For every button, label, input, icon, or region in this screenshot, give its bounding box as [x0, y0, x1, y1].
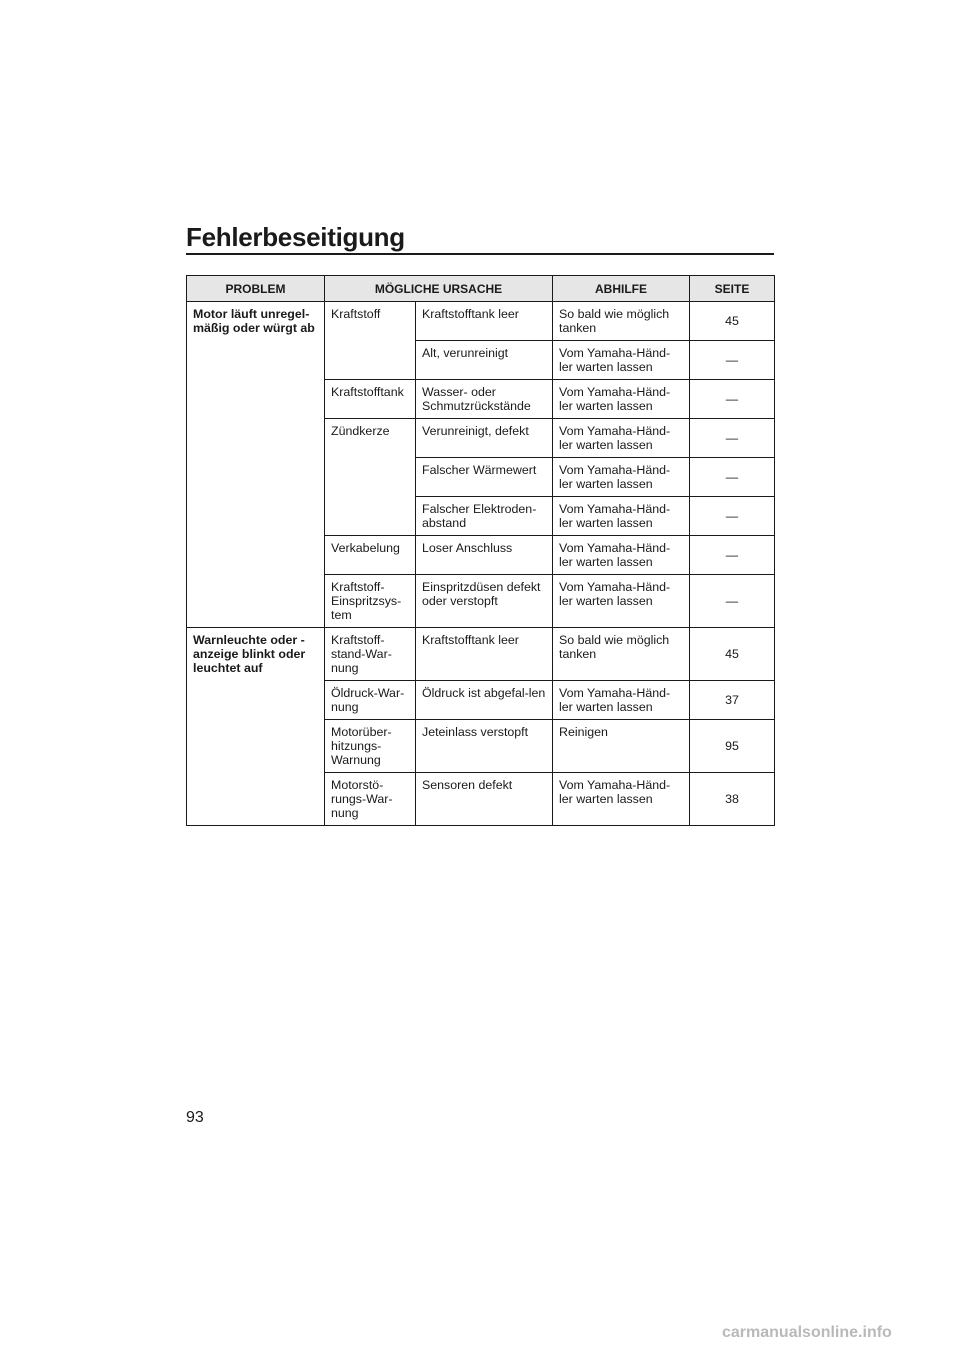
page-number: 93 — [186, 1109, 204, 1126]
page-ref-cell: — — [690, 341, 775, 380]
header-remedy: ABHILFE — [553, 276, 690, 302]
table-row — [187, 302, 775, 341]
header-problem: PROBLEM — [187, 276, 325, 302]
cause-detail-cell: Sensoren defekt — [416, 773, 553, 826]
remedy-cell: Reinigen — [553, 720, 690, 773]
problem-cell: Warnleuchte oder -anzeige blinkt oder leuchtet auf — [187, 628, 325, 826]
cause-category-cell: Motorstö-rungs-War-nung — [325, 773, 416, 826]
page-ref-cell: 95 — [690, 720, 775, 773]
cause-detail-cell: Kraftstofftank leer — [416, 628, 553, 681]
cause-detail-cell: Verunreinigt, defekt — [416, 419, 553, 458]
cause-category-cell: Öldruck-War-nung — [325, 681, 416, 720]
cause-detail-cell: Wasser- oder Schmutzrückstände — [416, 380, 553, 419]
title-rule — [186, 253, 774, 255]
cause-category-cell: Kraftstoff-Einspritzsys-tem — [325, 575, 416, 628]
page-ref-cell: — — [690, 497, 775, 536]
cause-category-cell: Motorüber-hitzungs-Warnung — [325, 720, 416, 773]
page-ref-cell: 45 — [690, 302, 775, 341]
remedy-cell: Vom Yamaha-Händ-ler warten lassen — [553, 497, 690, 536]
remedy-cell: Vom Yamaha-Händ-ler warten lassen — [553, 773, 690, 826]
cause-category-cell: Kraftstoff-stand-War-nung — [325, 628, 416, 681]
cause-detail-cell: Einspritzdüsen defekt oder verstopft — [416, 575, 553, 628]
cause-category-cell: Zündkerze — [325, 419, 416, 536]
cause-category-cell: Verkabelung — [325, 536, 416, 575]
page-ref-cell: 37 — [690, 681, 775, 720]
troubleshooting-table — [186, 275, 775, 826]
cause-detail-cell: Loser Anschluss — [416, 536, 553, 575]
watermark: carmanualsonline.info — [722, 1324, 892, 1341]
header-cause: MÖGLICHE URSACHE — [325, 276, 553, 302]
cause-detail-cell: Jeteinlass verstopft — [416, 720, 553, 773]
page-ref-cell: 45 — [690, 628, 775, 681]
page-ref-cell: — — [690, 458, 775, 497]
cause-category-cell: Kraftstoff — [325, 302, 416, 380]
cause-category-cell: Kraftstofftank — [325, 380, 416, 419]
table-row — [187, 628, 775, 681]
remedy-cell: Vom Yamaha-Händ-ler warten lassen — [553, 681, 690, 720]
table-header-row — [187, 276, 775, 302]
cause-detail-cell: Alt, verunreinigt — [416, 341, 553, 380]
remedy-cell: Vom Yamaha-Händ-ler warten lassen — [553, 341, 690, 380]
page-ref-cell: 38 — [690, 773, 775, 826]
cause-detail-cell: Kraftstofftank leer — [416, 302, 553, 341]
remedy-cell: Vom Yamaha-Händ-ler warten lassen — [553, 419, 690, 458]
cause-detail-cell: Falscher Wärmewert — [416, 458, 553, 497]
page-ref-cell: — — [690, 419, 775, 458]
header-page: SEITE — [690, 276, 775, 302]
remedy-cell: Vom Yamaha-Händ-ler warten lassen — [553, 536, 690, 575]
cause-detail-cell: Falscher Elektroden-abstand — [416, 497, 553, 536]
page-ref-cell: — — [690, 536, 775, 575]
remedy-cell: So bald wie möglich tanken — [553, 302, 690, 341]
cause-detail-cell: Öldruck ist abgefal-len — [416, 681, 553, 720]
remedy-cell: Vom Yamaha-Händ-ler warten lassen — [553, 575, 690, 628]
remedy-cell: Vom Yamaha-Händ-ler warten lassen — [553, 380, 690, 419]
page-title: Fehlerbeseitigung — [186, 222, 405, 252]
remedy-cell: So bald wie möglich tanken — [553, 628, 690, 681]
problem-cell: Motor läuft unregel-mäßig oder würgt ab — [187, 302, 325, 628]
remedy-cell: Vom Yamaha-Händ-ler warten lassen — [553, 458, 690, 497]
page-ref-cell: — — [690, 575, 775, 628]
page-ref-cell: — — [690, 380, 775, 419]
